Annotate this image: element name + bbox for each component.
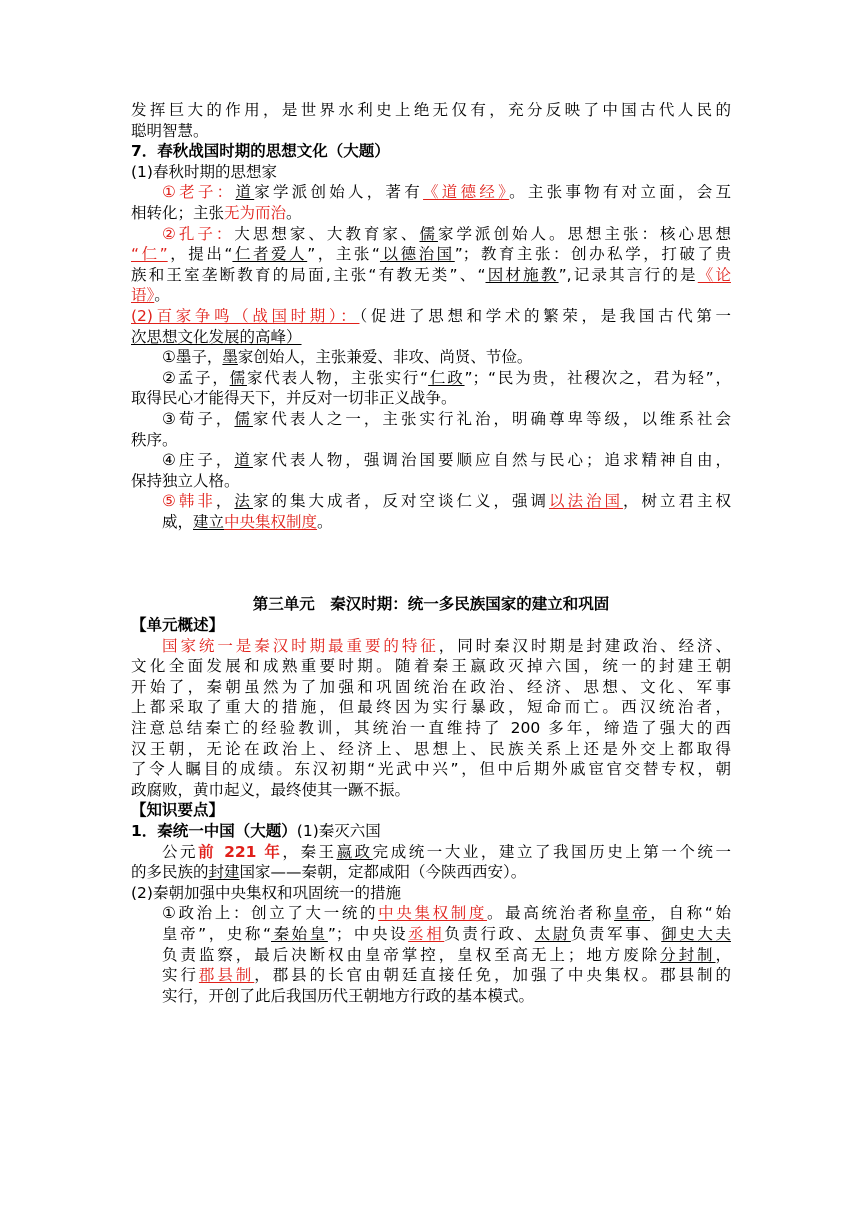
text-run: 国家统一是秦汉时期最重要的特征	[162, 636, 439, 655]
text-line	[131, 862, 731, 883]
document-page	[131, 100, 731, 1006]
text-run: ，提出“	[167, 245, 233, 264]
text-run: 语》	[131, 286, 155, 305]
text-run: 汉王朝，无论在政治上、经济上、思想上、民族关系上还是外交上都取得	[131, 739, 731, 758]
text-run: 秦始皇	[271, 924, 328, 943]
text-run: ②孔子：	[162, 224, 235, 243]
text-line	[131, 636, 731, 657]
text-run: （促进了思想和学术的繁荣，是我国古代第一	[359, 306, 731, 325]
text-line	[131, 100, 731, 121]
text-line	[131, 450, 731, 471]
text-run: 墨	[222, 348, 238, 367]
text-run: 第三单元 秦汉时期：统一多民族国家的建立和巩固	[252, 595, 610, 614]
text-line	[131, 615, 731, 636]
text-line	[131, 739, 731, 760]
text-run: 中央集权制度	[224, 512, 318, 531]
text-line	[131, 347, 731, 368]
text-line	[131, 800, 731, 821]
text-line	[131, 512, 731, 533]
text-run: 太尉	[534, 924, 571, 943]
text-line	[131, 121, 731, 142]
text-run: ，	[215, 492, 235, 511]
text-run: 儒	[234, 409, 253, 428]
text-run: 嬴政	[336, 842, 373, 861]
text-run: 儒	[229, 368, 247, 387]
text-run: 以法治国	[548, 492, 623, 511]
text-run: 仁者爱人	[232, 245, 308, 264]
text-run: 法	[234, 492, 253, 511]
text-line	[131, 759, 731, 780]
text-run: 族和王室垄断教育的局面,主张“有教无类”、“	[131, 265, 486, 284]
text-run: ，郡县的长官由朝廷直接任免，加强了中央集权。郡县制的	[254, 966, 731, 985]
text-run: 【知识要点】	[131, 801, 225, 820]
text-line	[131, 265, 731, 286]
text-run: 注意总结秦亡的经验教训，其统治一直维持了 200 多年，缔造了强大的西	[131, 719, 731, 738]
text-line	[131, 471, 731, 492]
text-run: 次思想文化发展的高峰）	[131, 327, 302, 346]
text-line	[131, 697, 731, 718]
text-run: 上都采取了重大的措施，但最终因为实行暴政，短命而亡。西汉统治者，	[131, 698, 731, 717]
text-run: 了令人瞩目的成绩。东汉初期“光武中兴”，但中后期外戚宦官交替专权，朝	[131, 760, 731, 779]
text-run: 相转化；主张	[131, 203, 225, 222]
text-run: 【单元概述】	[131, 616, 225, 635]
text-run: 皇帝”，史称“	[162, 924, 272, 943]
text-line	[131, 368, 731, 389]
text-run: 家创始人，主张兼爱、非攻、尚贤、节俭。	[237, 348, 533, 367]
text-run: ，	[715, 945, 731, 964]
text-run: 家学派创始人，著有	[254, 183, 424, 202]
text-line	[131, 883, 731, 904]
text-run: ，秦王	[282, 842, 337, 861]
text-line	[131, 594, 731, 615]
text-run: (1)秦灭六国	[296, 822, 381, 840]
text-run: ④庄子，	[162, 451, 235, 470]
text-line	[131, 306, 731, 327]
text-run: ”,记录其言行的是	[558, 265, 698, 284]
text-run: 负责监察，最后决断权由皇帝掌控，皇权至高无上；地方废除	[162, 945, 661, 964]
text-run: 实行	[162, 966, 199, 985]
text-line	[131, 182, 731, 203]
text-line	[131, 656, 731, 677]
text-run: ”；教育主张：创办私学，打破了贵	[454, 245, 731, 264]
text-run: 。最高统治者称	[487, 904, 615, 923]
text-line	[131, 821, 731, 842]
text-run: 的多民族的	[131, 863, 209, 882]
text-run: (2)秦朝加强中央集权和巩固统一的措施	[131, 883, 401, 902]
text-line	[131, 945, 731, 966]
text-run: 政腐败，黄巾起义，最终使其一蹶不振。	[131, 780, 411, 799]
text-line	[131, 718, 731, 739]
text-run: ”；“民为贵，社稷次之，君为轻”，	[464, 368, 731, 387]
text-run: 家学派创始人。思想主张：核心思想	[437, 224, 731, 243]
text-line	[131, 388, 731, 409]
text-line	[131, 965, 731, 986]
text-run: 《论	[697, 265, 731, 284]
text-run: 御史大夫	[661, 924, 731, 943]
text-run: 发挥巨大的作用，是世界水利史上绝无仅有，充分反映了中国古代人民的	[131, 101, 731, 119]
text-run: 取得民心才能得天下，并反对一切非正义战争。	[131, 389, 457, 408]
text-run: 1．秦统一中国（大题）	[131, 822, 297, 840]
text-run: 儒	[419, 224, 438, 243]
section-gap	[131, 532, 731, 594]
text-run: 皇帝	[614, 904, 651, 923]
text-run: 丞相	[408, 924, 445, 943]
text-line	[131, 224, 731, 245]
text-run: 负责行政、	[444, 924, 535, 943]
text-line	[131, 842, 731, 863]
text-line	[131, 677, 731, 698]
text-run: 威，	[162, 512, 194, 531]
text-run: 仁政	[428, 368, 465, 387]
text-run: 公元	[162, 842, 199, 861]
text-line	[131, 491, 731, 512]
text-run: 7．春秋战国时期的思想文化（大题）	[131, 142, 390, 161]
text-run: ”，主张“	[307, 245, 380, 264]
text-run: “仁”	[131, 245, 168, 264]
text-run: ，自称“始	[650, 904, 731, 923]
text-run: 秩序。	[131, 430, 178, 449]
text-run: ，同时秦汉时期是封建政治、经济、	[438, 636, 731, 655]
text-line	[131, 162, 731, 183]
text-run: 郡县制	[198, 966, 255, 985]
text-run: 大思想家、大教育家、	[234, 224, 420, 243]
text-line	[131, 903, 731, 924]
text-run: ②孟子，	[162, 368, 230, 387]
text-run: (1)春秋时期的思想家	[131, 162, 277, 181]
text-run: 无为而治	[224, 203, 287, 222]
text-run: 。	[154, 286, 170, 305]
text-line	[131, 244, 731, 265]
text-run: 国家——秦朝，定都咸阳（今陕西西安）。	[239, 863, 527, 882]
text-run: ⑤韩非	[162, 492, 216, 511]
text-run: 封建	[208, 863, 240, 882]
text-run: 家代表人物，强调治国要顺应自然与民心；追求精神自由，	[252, 451, 731, 470]
text-run: (2)百家争鸣（战国时期）：	[131, 306, 360, 325]
text-run: 。	[286, 203, 302, 222]
text-run: 建立	[193, 512, 225, 531]
text-run: ①墨子，	[162, 348, 223, 367]
text-line	[131, 327, 731, 348]
text-line	[131, 430, 731, 451]
text-run: 保持独立人格。	[131, 471, 240, 490]
text-run: 实行，开创了此后我国历代王朝地方行政的基本模式。	[162, 986, 535, 1005]
text-run: 家代表人物，主张实行“	[246, 368, 429, 387]
text-run: ①老子：	[162, 183, 236, 202]
text-line	[131, 141, 731, 162]
text-run: 聪明智慧。	[131, 121, 209, 140]
text-run: 道	[235, 183, 255, 202]
text-run: 。主张事物有对立面，会互	[509, 183, 731, 202]
text-run: 负责军事、	[570, 924, 662, 943]
text-run: 。	[317, 512, 333, 531]
text-run: 因材施教	[485, 265, 559, 284]
text-run: ，树立君主权	[622, 492, 731, 511]
text-line	[131, 285, 731, 306]
text-run: 家代表人之一，主张实行礼治，明确尊卑等级，以维系社会	[252, 409, 731, 428]
text-run: 开始了，秦朝虽然为了加强和巩固统治在政治、经济、思想、文化、军事	[131, 677, 731, 696]
text-run: 道	[234, 451, 253, 470]
text-line	[131, 780, 731, 801]
text-run: 完成统一大业，建立了我国历史上第一个统一	[372, 842, 731, 861]
text-line	[131, 203, 731, 224]
text-run: 家的集大成者，反对空谈仁义，强调	[252, 492, 549, 511]
text-run: 前 221 年	[198, 842, 283, 861]
text-run: ”；中央设	[327, 924, 409, 943]
text-run: ③荀子，	[162, 409, 235, 428]
text-run: 中央集权制度	[378, 904, 488, 923]
text-run: 分封制	[660, 945, 716, 964]
text-line	[131, 924, 731, 945]
text-run: 以德治国	[379, 245, 455, 264]
text-line	[131, 986, 731, 1007]
text-run: 文化全面发展和成熟重要时期。随着秦王嬴政灭掉六国，统一的封建王朝	[131, 657, 731, 676]
text-run: ①政治上：创立了大一统的	[162, 904, 379, 923]
text-run: 《道德经》	[423, 183, 510, 202]
text-line	[131, 409, 731, 430]
